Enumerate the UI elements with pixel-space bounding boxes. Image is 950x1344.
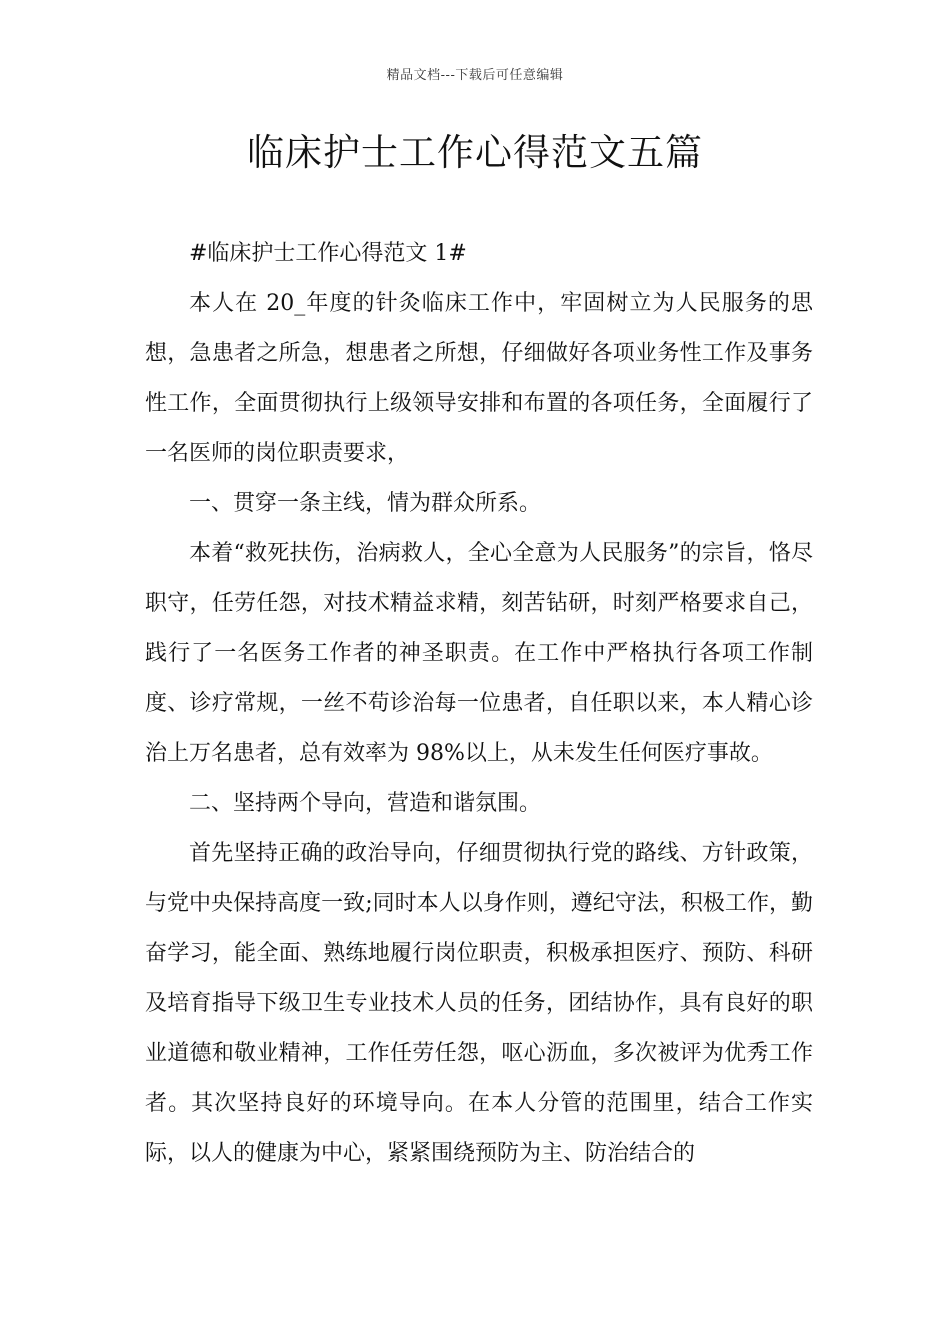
document-title: 临床护士工作心得范文五篇 xyxy=(247,131,703,174)
body-paragraph: 本着“救死扶伤，治病救人，全心全意为人民服务”的宗旨，恪尽职守，任劳任怨，对技术精益求精，刻苦钻研，时刻严格要求自己，践行了一名医务工作者的神圣职责。在工作中严格执行各项工作制度、诊疗常规，一丝不苟诊治每一位患者，自任职以来，本人精心诊治上万名患者，总有效率为 98%以上，从未发生任何医疗事故。 xyxy=(145,541,813,766)
section-heading: 一、贯穿一条主线，情为群众所系。 xyxy=(189,491,542,516)
section-heading: #临床护士工作心得范文 1# xyxy=(189,241,467,266)
body-paragraph: 本人在 20_年度的针灸临床工作中，牢固树立为人民服务的思想，急患者之所急，想患者之所想，仔细做好各项业务性工作及事务性工作，全面贯彻执行上级领导安排和布置的各项任务，全面履行了一名医师的岗位职责要求， xyxy=(145,291,813,466)
page-header-note: 精品文档---下载后可任意编辑 xyxy=(386,68,564,83)
document-body xyxy=(145,229,813,1179)
section-heading: 二、坚持两个导向，营造和谐氛围。 xyxy=(189,791,542,816)
body-paragraph: 首先坚持正确的政治导向，仔细贯彻执行党的路线、方针政策，与党中央保持高度一致;同时本人以身作则，遵纪守法，积极工作，勤奋学习，能全面、熟练地履行岗位职责，积极承担医疗、预防、科研及培育指导下级卫生专业技术人员的任务，团结协作，具有良好的职业道德和敬业精神，工作任劳任怨，呕心沥血，多次被评为优秀工作者。其次坚持良好的环境导向。在本人分管的范围里，结合工作实际，以人的健康为中心，紧紧围绕预防为主、防治结合的 xyxy=(145,841,813,1166)
